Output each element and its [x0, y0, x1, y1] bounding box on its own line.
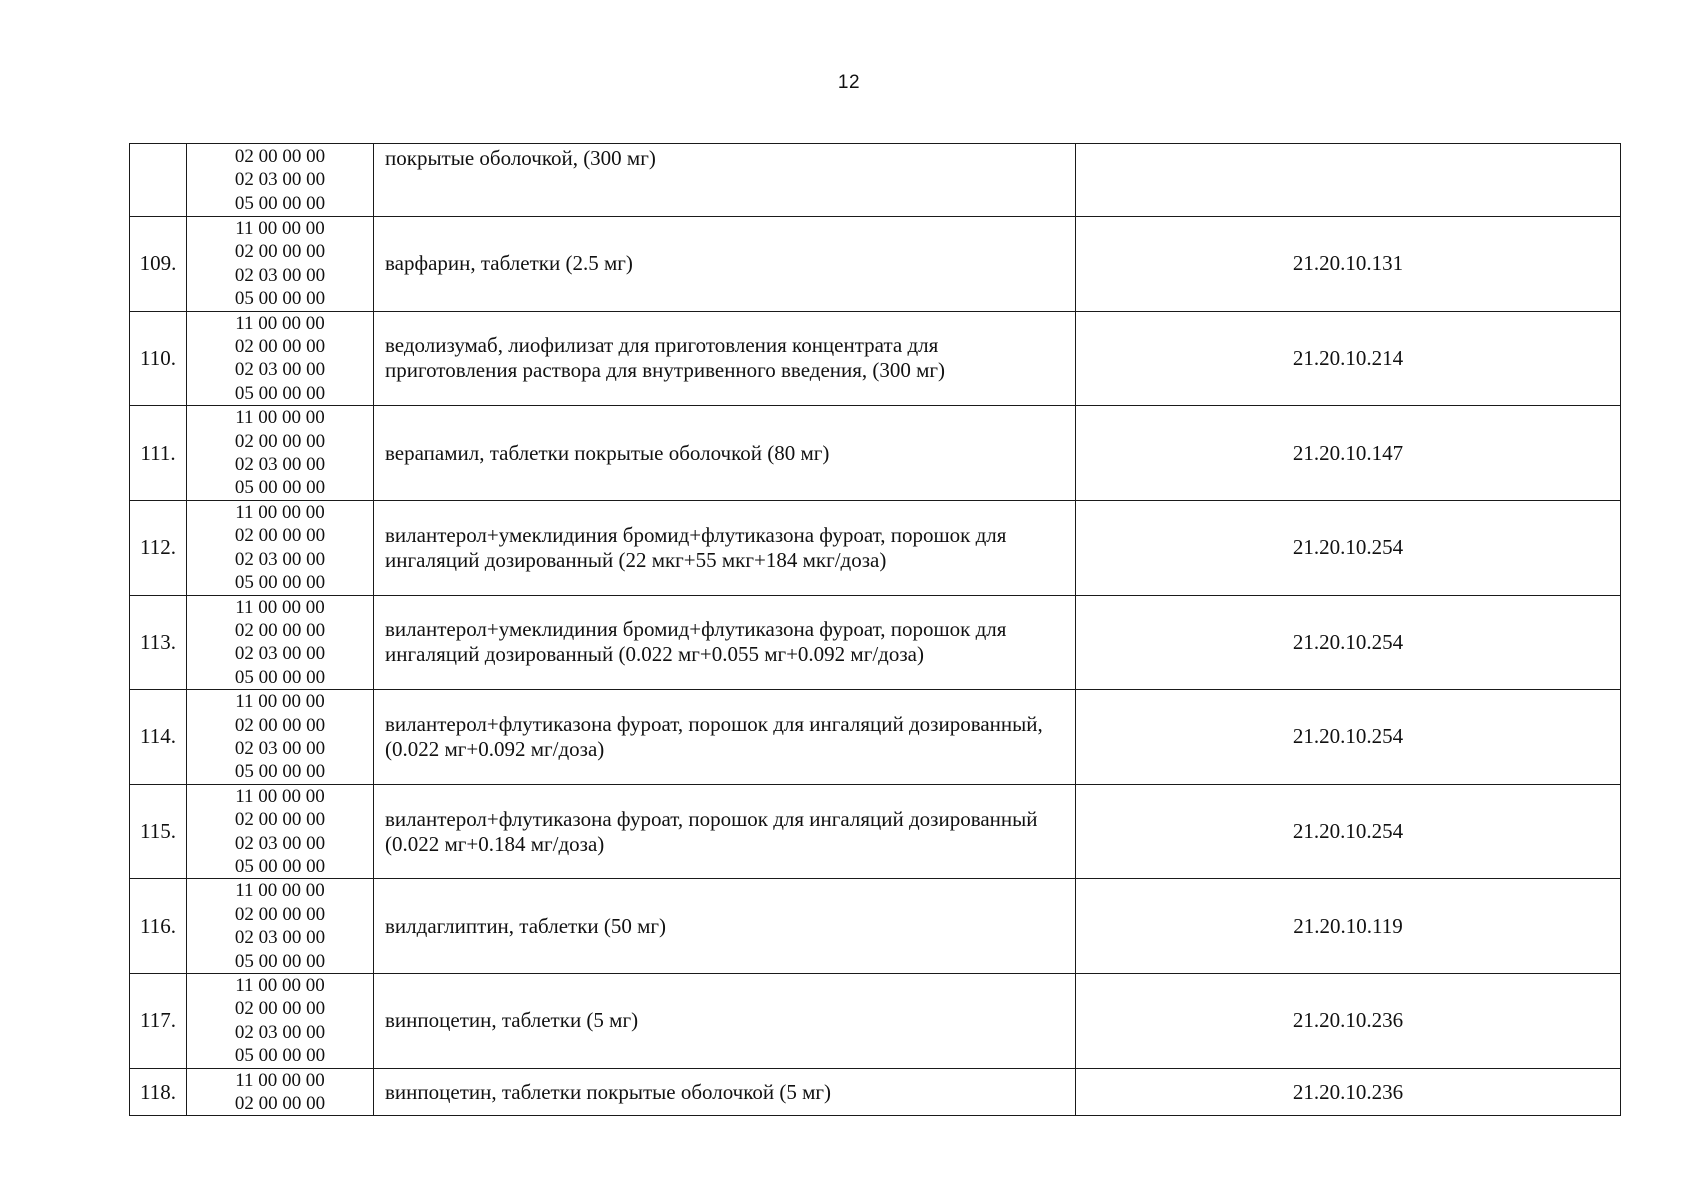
category-code: 02 03 00 00	[234, 1021, 326, 1043]
category-code: 11 00 00 00	[235, 1069, 325, 1091]
category-code: 05 00 00 00	[234, 1045, 326, 1067]
drug-name-cell: винпоцетин, таблетки (5 мг)	[374, 974, 1076, 1069]
okpd-code-cell: 21.20.10.214	[1076, 311, 1621, 406]
drug-name-cell: вилантерол+умеклидиния бромид+флутиказона фуроат, порошок для ингаляций дозированный (0.022 мг+0.055 мг+0.092 мг/доза)	[374, 595, 1076, 690]
category-code: 05 00 00 00	[234, 572, 326, 594]
category-code: 05 00 00 00	[234, 288, 326, 310]
drug-name-cell: вилантерол+флутиказона фуроат, порошок для ингаляций дозированный (0.022 мг+0.184 мг/доза)	[374, 784, 1076, 879]
category-code: 11 00 00 00	[235, 596, 325, 618]
category-code: 02 03 00 00	[234, 548, 326, 570]
row-number-cell: 118.	[130, 1068, 187, 1116]
table-row	[130, 690, 1621, 785]
category-code: 02 03 00 00	[234, 169, 326, 191]
category-code: 11 00 00 00	[235, 312, 325, 334]
table-row	[130, 406, 1621, 501]
row-number-cell	[130, 144, 187, 217]
table-row	[130, 311, 1621, 406]
drug-name-cell: верапамил, таблетки покрытые оболочкой (80 мг)	[374, 406, 1076, 501]
category-codes-cell	[187, 879, 374, 974]
category-code: 05 00 00 00	[234, 855, 326, 877]
category-code: 02 00 00 00	[234, 998, 326, 1020]
okpd-code-cell: 21.20.10.236	[1076, 1068, 1621, 1116]
okpd-code-cell: 21.20.10.254	[1076, 690, 1621, 785]
category-code: 11 00 00 00	[235, 407, 325, 429]
okpd-code-cell: 21.20.10.254	[1076, 784, 1621, 879]
category-code: 05 00 00 00	[234, 192, 326, 214]
category-code: 02 00 00 00	[234, 430, 326, 452]
table-row	[130, 217, 1621, 312]
table-body	[130, 144, 1621, 1116]
table-row	[130, 144, 1621, 217]
okpd-code-cell: 21.20.10.236	[1076, 974, 1621, 1069]
drug-name-cell: ведолизумаб, лиофилизат для приготовления концентрата для приготовления раствора для внутривенного введения, (300 мг)	[374, 311, 1076, 406]
table-row	[130, 1068, 1621, 1116]
category-codes-cell	[187, 144, 374, 217]
category-code: 02 00 00 00	[234, 1093, 326, 1115]
okpd-code-cell: 21.20.10.254	[1076, 595, 1621, 690]
row-number-cell: 109.	[130, 217, 187, 312]
category-code: 11 00 00 00	[235, 501, 325, 523]
category-code: 02 00 00 00	[234, 809, 326, 831]
category-codes-cell	[187, 406, 374, 501]
category-code: 05 00 00 00	[234, 477, 326, 499]
okpd-code-cell: 21.20.10.119	[1076, 879, 1621, 974]
category-code: 02 03 00 00	[234, 927, 326, 949]
row-number-cell: 116.	[130, 879, 187, 974]
table-row	[130, 784, 1621, 879]
okpd-code-cell: 21.20.10.147	[1076, 406, 1621, 501]
category-codes-cell	[187, 595, 374, 690]
drug-name-cell: варфарин, таблетки (2.5 мг)	[374, 217, 1076, 312]
category-code: 11 00 00 00	[235, 975, 325, 996]
category-code: 02 00 00 00	[234, 525, 326, 547]
category-code: 05 00 00 00	[234, 761, 326, 783]
row-number-cell: 114.	[130, 690, 187, 785]
category-code: 02 03 00 00	[234, 264, 326, 286]
drug-name-cell: винпоцетин, таблетки покрытые оболочкой (5 мг)	[374, 1068, 1076, 1116]
row-number-cell: 113.	[130, 595, 187, 690]
row-number-cell: 115.	[130, 784, 187, 879]
drug-name-cell: вилантерол+умеклидиния бромид+флутиказона фуроат, порошок для ингаляций дозированный (22 мкг+55 мкг+184 мкг/доза)	[374, 500, 1076, 595]
category-code: 02 00 00 00	[234, 903, 326, 925]
category-code: 02 03 00 00	[234, 832, 326, 854]
category-codes-cell	[187, 500, 374, 595]
page-number: 12	[837, 72, 861, 93]
category-code: 02 00 00 00	[234, 714, 326, 736]
category-codes-cell	[187, 217, 374, 312]
okpd-code-cell	[1076, 144, 1621, 217]
category-code: 02 00 00 00	[234, 241, 326, 263]
drug-name-cell: вилдаглиптин, таблетки (50 мг)	[374, 879, 1076, 974]
row-number-cell: 111.	[130, 406, 187, 501]
category-code: 11 00 00 00	[235, 880, 325, 902]
table-row	[130, 879, 1621, 974]
row-number-cell: 112.	[130, 500, 187, 595]
row-number-cell: 117.	[130, 974, 187, 1069]
category-code: 02 03 00 00	[234, 359, 326, 381]
category-code: 05 00 00 00	[234, 950, 326, 972]
table-row	[130, 974, 1621, 1069]
category-codes-cell	[187, 1068, 374, 1116]
drug-name-cell: вилантерол+флутиказона фуроат, порошок для ингаляций дозированный, (0.022 мг+0.092 мг/доза)	[374, 690, 1076, 785]
category-codes-cell	[187, 784, 374, 879]
drug-list-table	[129, 143, 1621, 1116]
category-code: 02 00 00 00	[234, 336, 326, 358]
category-code: 02 00 00 00	[234, 619, 326, 641]
category-code: 05 00 00 00	[234, 666, 326, 688]
drug-name-cell: покрытые оболочкой, (300 мг)	[374, 144, 1076, 217]
category-codes-cell	[187, 974, 374, 1069]
okpd-code-cell: 21.20.10.131	[1076, 217, 1621, 312]
category-code: 02 00 00 00	[234, 145, 326, 167]
category-codes-cell	[187, 311, 374, 406]
okpd-code-cell: 21.20.10.254	[1076, 500, 1621, 595]
category-code: 02 03 00 00	[234, 454, 326, 476]
category-code: 11 00 00 00	[235, 691, 325, 713]
category-code: 11 00 00 00	[235, 218, 325, 239]
category-code: 05 00 00 00	[234, 382, 326, 404]
category-code: 11 00 00 00	[235, 785, 325, 807]
row-number-cell: 110.	[130, 311, 187, 406]
category-code: 02 03 00 00	[234, 643, 326, 665]
table-row	[130, 500, 1621, 595]
category-codes-cell	[187, 690, 374, 785]
table-row	[130, 595, 1621, 690]
category-code: 02 03 00 00	[234, 737, 326, 759]
